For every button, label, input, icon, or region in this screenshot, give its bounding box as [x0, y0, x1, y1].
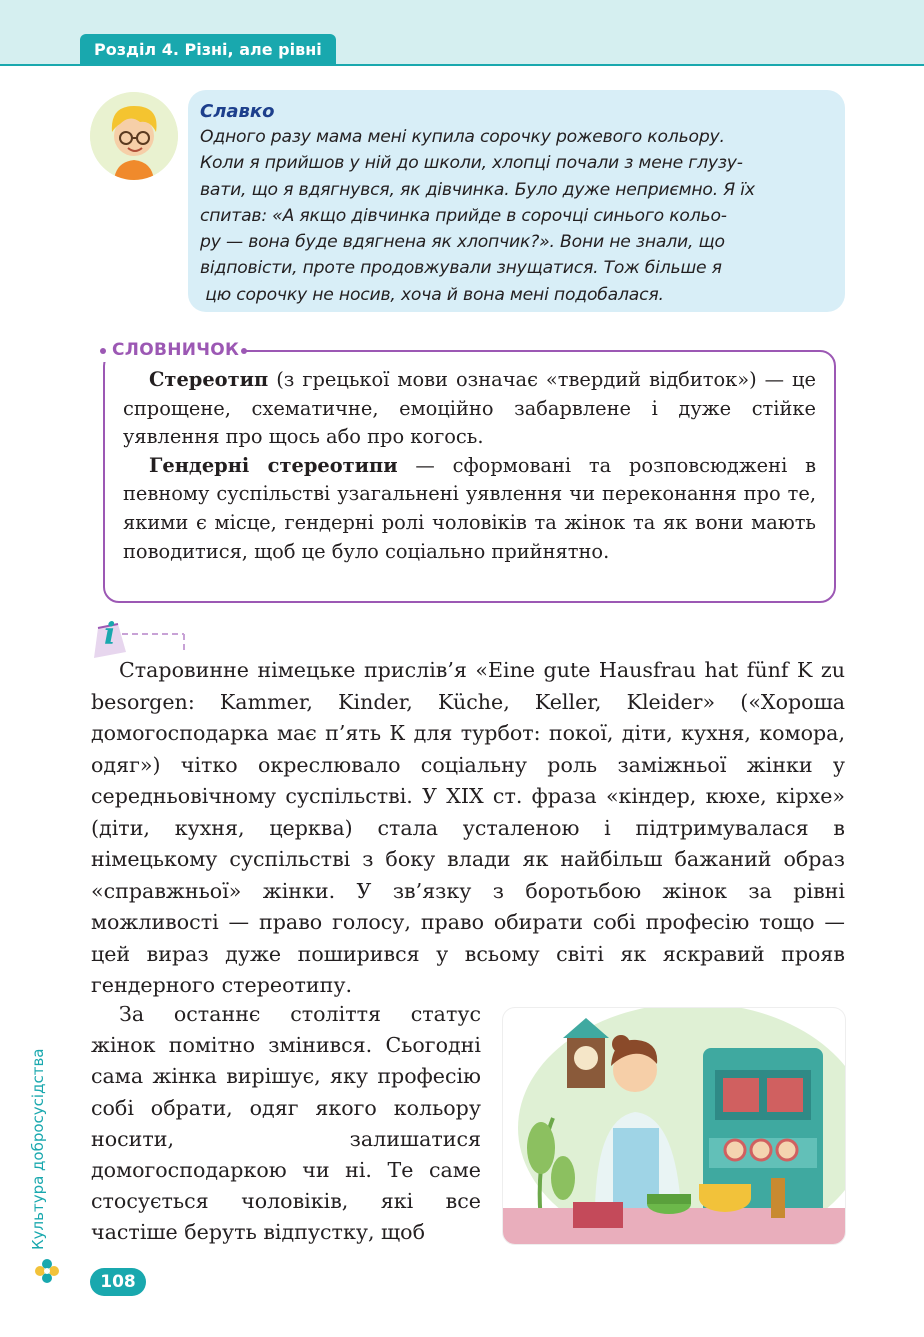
svg-text:i: i: [104, 617, 116, 652]
speech-line: цю сорочку не носив, хоча й вона мені подобалася.: [200, 284, 664, 305]
woman-cooking-illustration: [503, 1008, 845, 1244]
main-paragraph: Старовинне німецьке прислів’я «Eine gute Hausfrau hat fünf K zu besorgen: Kammer, Kinder, Küche, Keller, Kleider» («Хороша домогосподарка має п’ять К для турбот: покої, діти, кухня, комора, одяг») чітко окреслювало соціальну роль заміжньої жінки у середньовічному суспільстві. У XIX ст. фраза «кіндер, кюхе, кірхе» (діти, кухня, церква) стала усталеною і підтримувалася в німецькому суспільстві з боку влади як найбільш бажаний образ «справжньої» жінки. У зв’язку з боротьбою жінок за рівні можливості — право голосу, право обирати собі професію тощо — цей вираз дуже поширився у всьому світі як яскравий прояв гендерного стереотипу.: [91, 658, 845, 997]
glossary-box: [103, 350, 836, 603]
glossary-term: Стереотип: [149, 368, 269, 391]
glossary-entry-gender-stereotypes: [123, 452, 816, 566]
flower-icon: [34, 1258, 60, 1284]
boy-avatar-icon: [90, 92, 178, 180]
speech-line: Одного разу мама мені купила сорочку рожевого кольору.: [200, 127, 725, 147]
glossary-title: СЛОВНИЧОК: [100, 338, 245, 362]
glossary-entry-stereotype: [123, 366, 816, 452]
speech-line: Коли я прийшов у ній до школи, хлопці почали з мене глузу-: [200, 153, 743, 174]
side-paragraph: За останнє століття статус жінок помітно змінився. Сьогодні сама жінка вирішує, яку професію собі обрати, одяг якого кольору носити, залишатися домогосподаркою чи ні. Те саме стосується чоловіків, які все частіше беруть відпустку, щоб: [91, 1002, 481, 1245]
speaker-name: Славко: [200, 101, 275, 122]
speech-bubble: [188, 90, 845, 312]
book-side-title: Культура добросусідства: [29, 1048, 47, 1250]
page-number: 108: [90, 1268, 146, 1296]
glossary-term: Гендерні стереотипи: [149, 453, 398, 477]
glossary-definition: — сформовані та розповсюджені в певному суспільстві узагальнені уявлення чи переконання про те, якими є місце, гендерні ролі чоловіків та жінок та як вони мають поводитися, щоб це було соціально прийнятно.: [123, 453, 816, 563]
chapter-title: Розділ 4. Різні, але рівні: [80, 34, 336, 66]
speech-line: відповісти, проте продовжували знущатися. Тож більше я: [200, 258, 722, 279]
speech-line: вати, що я вдягнувся, як дівчинка. Було дуже неприємно. Я їх: [200, 179, 755, 200]
glossary-definition: (з грецької мови означає «твердий відбиток») — це спрощене, схематичне, емоційно забарвлене і дуже стійке уявлення про щось або про когось.: [123, 368, 816, 449]
speech-line: ру — вона буде вдягнена як хлопчик?». Вони не знали, що: [200, 232, 725, 253]
speech-line: спитав: «А якщо дівчинка прийде в сорочці синього кольо-: [200, 205, 727, 226]
